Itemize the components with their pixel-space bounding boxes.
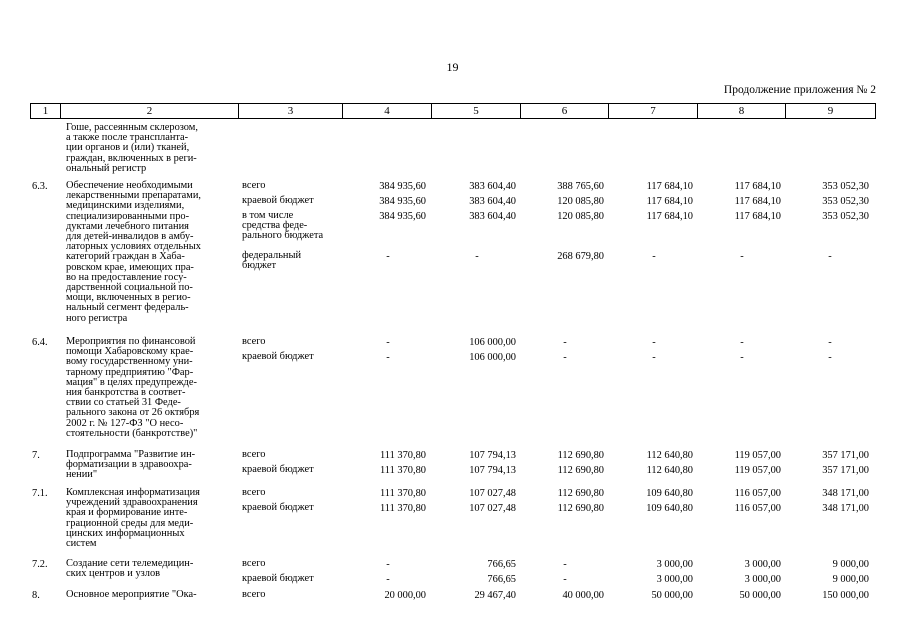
- header-col-6: 6: [521, 104, 609, 118]
- amount-cell-col-7: 50 000,00: [651, 590, 693, 601]
- amount-cell-col-7: -: [652, 251, 656, 262]
- page-number: 19: [446, 60, 459, 74]
- header-col-3: 3: [239, 104, 343, 118]
- amount-cell-col-5: 29 467,40: [474, 590, 516, 601]
- row-number-7-2: 7.2.: [32, 559, 48, 570]
- row-number-6-4: 6.4.: [32, 337, 48, 348]
- amount-cell-col-6: 268 679,80: [557, 251, 604, 262]
- header-col-7: 7: [609, 104, 698, 118]
- row-description-6-4: Мероприятия по финансовой помощи Хабаровскому крае- вому государственному уни- тарному предприятию "Фар- мация" в целях предупрежде- ния банкротства в соответ- ствии со статьей 31 Феде- рального закона от 26 октября 2002 г. № 127-ФЗ "О несо- стоятельности (банкротстве)": [66, 336, 200, 439]
- amount-cell-col-6: 112 690,80: [557, 503, 604, 514]
- amount-cell-col-5: 107 794,13: [469, 465, 516, 476]
- amount-cell-col-6: 112 690,80: [557, 465, 604, 476]
- amount-cell-col-5: -: [475, 251, 479, 262]
- row-description-7-1: Комплексная информатизация учреждений здравоохранения края и формирование инте- грационной среды для меди- цинских информационных систем: [66, 487, 200, 550]
- amount-cell-col-4: 20 000,00: [384, 590, 426, 601]
- amount-cell-col-4: -: [386, 574, 390, 585]
- amount-cell-col-9: -: [828, 337, 832, 348]
- amount-cell-col-4: 384 935,60: [379, 211, 426, 222]
- amount-cell-col-6: 112 690,80: [557, 450, 604, 461]
- amount-cell-col-8: 119 057,00: [734, 465, 781, 476]
- header-col-9: 9: [827, 105, 834, 117]
- amount-cell-col-9: 348 171,00: [822, 488, 869, 499]
- funding-source: краевой бюджет: [242, 351, 314, 362]
- amount-cell-col-4: 384 935,60: [379, 181, 426, 192]
- amount-cell-col-9: 357 171,00: [822, 450, 869, 461]
- funding-source: всего: [242, 449, 266, 460]
- amount-cell-col-8: 50 000,00: [739, 590, 781, 601]
- funding-source: краевой бюджет: [242, 573, 314, 584]
- funding-source: всего: [242, 558, 266, 569]
- header-col-1: 1: [31, 104, 61, 118]
- amount-cell-col-6: 112 690,80: [557, 488, 604, 499]
- amount-cell-col-9: 353 052,30: [822, 211, 869, 222]
- amount-cell-col-8: 119 057,00: [734, 450, 781, 461]
- amount-cell-col-4: 384 935,60: [379, 196, 426, 207]
- amount-cell-col-9: 150 000,00: [822, 590, 869, 601]
- amount-cell-col-9: 357 171,00: [822, 465, 869, 476]
- appendix-continuation: Продолжение приложения № 2: [723, 84, 876, 96]
- amount-cell-col-9: 353 052,30: [822, 196, 869, 207]
- amount-cell-col-4: 111 370,80: [380, 488, 426, 499]
- funding-source: краевой бюджет: [242, 195, 314, 206]
- amount-cell-col-5: 106 000,00: [469, 337, 516, 348]
- row-number-8: 8.: [32, 590, 40, 601]
- amount-cell-col-8: 117 684,10: [734, 196, 781, 207]
- amount-cell-col-6: -: [563, 352, 567, 363]
- row-description-continued: Гоше, рассеянным склерозом, а также после транспланта- ции органов и (или) тканей, граждан, включенных в реги- ональный регистр: [66, 122, 198, 174]
- header-col-8: 8: [698, 104, 786, 118]
- funding-source: всего: [242, 589, 266, 600]
- amount-cell-col-6: 120 085,80: [557, 211, 604, 222]
- row-description-8: Основное мероприятие "Ока-: [66, 589, 197, 600]
- funding-source: всего: [242, 336, 266, 347]
- funding-source: краевой бюджет: [242, 464, 314, 475]
- amount-cell-col-8: 117 684,10: [734, 181, 781, 192]
- amount-cell-col-7: -: [652, 337, 656, 348]
- amount-cell-col-4: -: [386, 559, 390, 570]
- amount-cell-col-6: -: [563, 337, 567, 348]
- amount-cell-col-8: -: [740, 337, 744, 348]
- amount-cell-col-8: 3 000,00: [744, 559, 781, 570]
- amount-cell-col-5: 766,65: [487, 559, 516, 570]
- row-description-7-2: Создание сети телемедицин- ских центров и узлов: [66, 558, 194, 580]
- amount-cell-col-4: 111 370,80: [380, 503, 426, 514]
- row-number-7-1: 7.1.: [32, 488, 48, 499]
- funding-source: краевой бюджет: [242, 502, 314, 513]
- amount-cell-col-7: 112 640,80: [646, 450, 693, 461]
- amount-cell-col-8: -: [740, 352, 744, 363]
- amount-cell-col-5: 383 604,40: [469, 211, 516, 222]
- row-description-6-3: Обеспечение необходимыми лекарственными препаратами, медицинскими изделиями, специализированными про- дуктами лечебного питания для детей-инвалидов в амбу- латорных условиях отдельных категорий граждан в Хаба- ровском крае, имеющих пра- во на предоставление госу- дарственной социальной по- мощи, включенных в регио- нальный сегмент федераль- ного регистра: [66, 180, 202, 324]
- amount-cell-col-9: -: [828, 251, 832, 262]
- amount-cell-col-6: 388 765,60: [557, 181, 604, 192]
- amount-cell-col-5: 107 027,48: [469, 503, 516, 514]
- row-description-7: Подпрограмма "Развитие ин- форматизации в здравоохра- нении": [66, 449, 196, 481]
- amount-cell-col-9: 9 000,00: [832, 574, 869, 585]
- amount-cell-col-5: 766,65: [487, 574, 516, 585]
- header-col-2: 2: [61, 104, 239, 118]
- amount-cell-col-8: 117 684,10: [734, 211, 781, 222]
- funding-source: в том числе средства феде- рального бюджета: [242, 210, 324, 242]
- amount-cell-col-7: 109 640,80: [646, 488, 693, 499]
- amount-cell-col-7: 109 640,80: [646, 503, 693, 514]
- row-number-6-3: 6.3.: [32, 181, 48, 192]
- amount-cell-col-5: 107 027,48: [469, 488, 516, 499]
- row-number-7: 7.: [32, 450, 40, 461]
- amount-cell-col-6: -: [563, 574, 567, 585]
- amount-cell-col-4: -: [386, 352, 390, 363]
- funding-source: всего: [242, 180, 266, 191]
- amount-cell-col-9: 348 171,00: [822, 503, 869, 514]
- amount-cell-col-7: 117 684,10: [646, 196, 693, 207]
- amount-cell-col-9: -: [828, 352, 832, 363]
- amount-cell-col-6: 40 000,00: [562, 590, 604, 601]
- funding-source: федеральный бюджет: [242, 250, 302, 272]
- header-col-4: 4: [343, 104, 432, 118]
- amount-cell-col-5: 383 604,40: [469, 181, 516, 192]
- amount-cell-col-9: 353 052,30: [822, 181, 869, 192]
- amount-cell-col-4: -: [386, 251, 390, 262]
- header-col-5: 5: [432, 104, 521, 118]
- amount-cell-col-5: 106 000,00: [469, 352, 516, 363]
- amount-cell-col-8: 3 000,00: [744, 574, 781, 585]
- amount-cell-col-5: 107 794,13: [469, 450, 516, 461]
- amount-cell-col-7: 3 000,00: [656, 559, 693, 570]
- amount-cell-col-6: 120 085,80: [557, 196, 604, 207]
- amount-cell-col-7: 3 000,00: [656, 574, 693, 585]
- amount-cell-col-7: 117 684,10: [646, 181, 693, 192]
- amount-cell-col-5: 383 604,40: [469, 196, 516, 207]
- amount-cell-col-8: -: [740, 251, 744, 262]
- amount-cell-col-4: -: [386, 337, 390, 348]
- amount-cell-col-8: 116 057,00: [734, 503, 781, 514]
- amount-cell-col-4: 111 370,80: [380, 450, 426, 461]
- amount-cell-col-7: 112 640,80: [646, 465, 693, 476]
- amount-cell-col-4: 111 370,80: [380, 465, 426, 476]
- amount-cell-col-7: -: [652, 352, 656, 363]
- amount-cell-col-9: 9 000,00: [832, 559, 869, 570]
- funding-source: всего: [242, 487, 266, 498]
- amount-cell-col-8: 116 057,00: [734, 488, 781, 499]
- amount-cell-col-7: 117 684,10: [646, 211, 693, 222]
- amount-cell-col-6: -: [563, 559, 567, 570]
